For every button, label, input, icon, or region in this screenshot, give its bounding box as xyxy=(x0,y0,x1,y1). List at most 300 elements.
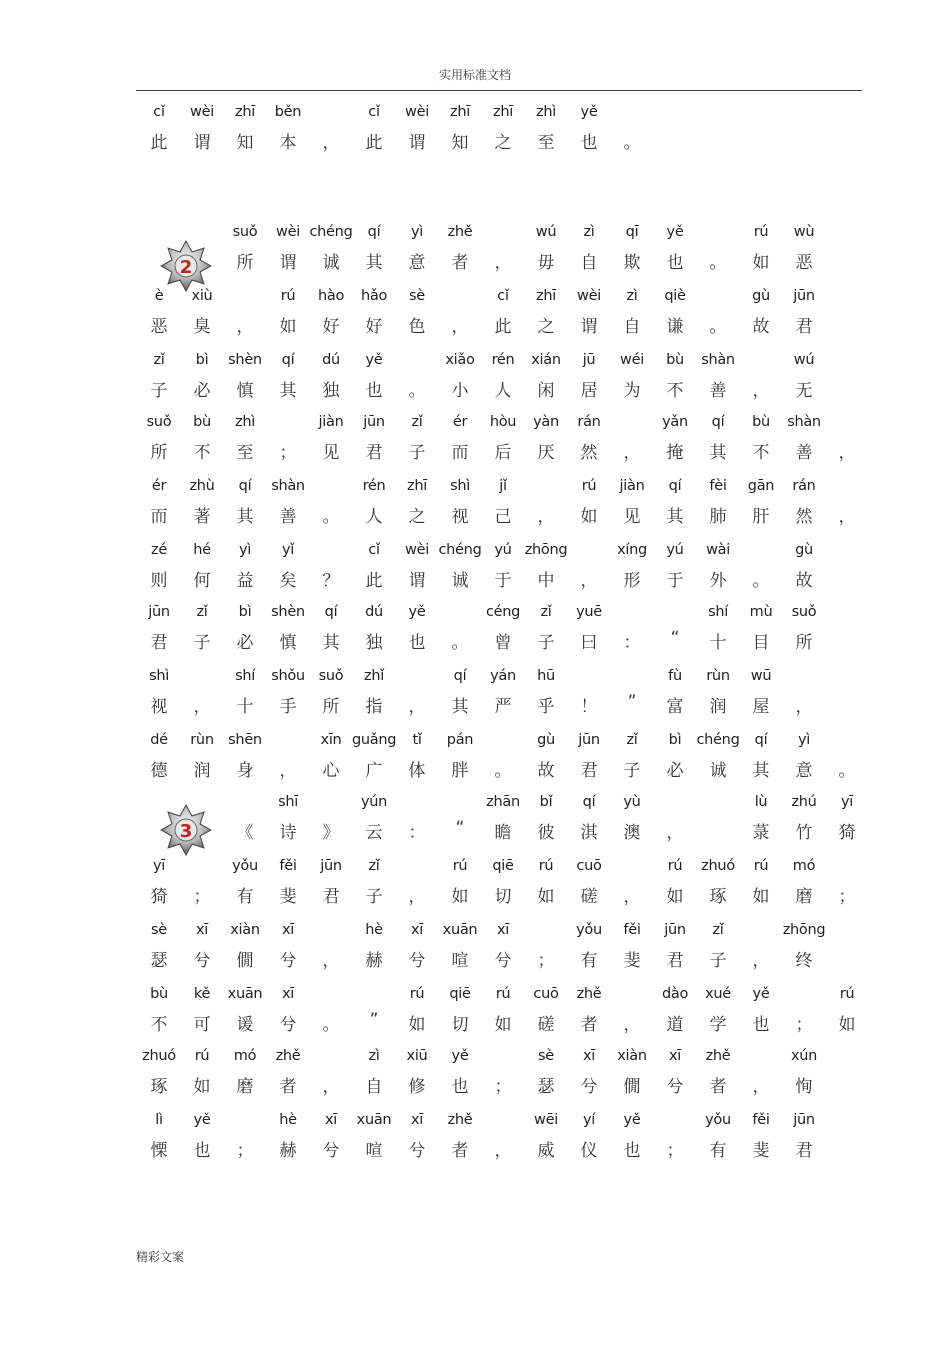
hanzi-character: ， xyxy=(623,1015,641,1035)
hanzi-character: 。 xyxy=(408,381,426,401)
pinyin-syllable: rú xyxy=(452,858,468,874)
hanzi-character: 德 xyxy=(150,761,168,781)
hanzi-character: 胖 xyxy=(451,761,469,781)
hanzi-character: 》 xyxy=(322,823,340,843)
hanzi-character: 知 xyxy=(451,133,469,153)
hanzi-character: 者 xyxy=(709,1077,727,1097)
hanzi-character: 也 xyxy=(365,381,383,401)
pinyin-syllable: shì xyxy=(450,478,470,494)
hanzi-character: 慎 xyxy=(279,633,297,653)
hanzi-character: 。 xyxy=(494,761,512,781)
pinyin-syllable: hào xyxy=(317,288,345,304)
hanzi-character: 菉 xyxy=(752,823,770,843)
hanzi-character: 故 xyxy=(795,571,813,591)
pinyin-syllable: yǒu xyxy=(705,1112,731,1128)
pinyin-syllable: xī xyxy=(195,922,208,938)
hanzi-character: 如 xyxy=(408,1015,426,1035)
pinyin-syllable: yě xyxy=(752,986,770,1002)
pinyin-syllable: xiù xyxy=(191,288,213,304)
hanzi-character: 彼 xyxy=(537,823,555,843)
hanzi-character: 自 xyxy=(580,253,598,273)
hanzi-character: 兮 xyxy=(494,951,512,971)
pinyin-syllable: cuō xyxy=(533,986,559,1002)
hanzi-character: 如 xyxy=(537,887,555,907)
pinyin-syllable: yǎn xyxy=(662,414,688,430)
hanzi-character: 。 xyxy=(838,761,856,781)
pinyin-syllable: zhuó xyxy=(142,1048,176,1064)
hanzi-character: 臭 xyxy=(193,317,211,337)
pinyin-syllable: rú xyxy=(753,858,769,874)
pinyin-syllable: qī xyxy=(625,224,639,240)
hanzi-character: 如 xyxy=(494,1015,512,1035)
hanzi-character: 体 xyxy=(408,761,426,781)
hanzi-character: 君 xyxy=(795,1141,813,1161)
pinyin-syllable: zhě xyxy=(447,224,473,240)
pinyin-syllable: gù xyxy=(537,732,555,748)
hanzi-character: 者 xyxy=(451,253,469,273)
pinyin-syllable: sè xyxy=(409,288,425,304)
hanzi-character: 子 xyxy=(365,887,383,907)
badge-number: 3 xyxy=(179,821,193,842)
hanzi-character: ， xyxy=(666,823,684,843)
hanzi-character: ， xyxy=(408,887,426,907)
pinyin-syllable: xiàn xyxy=(230,922,260,938)
hanzi-character: 兮 xyxy=(408,1141,426,1161)
hanzi-character: ， xyxy=(752,1077,770,1097)
pinyin-syllable: shèn xyxy=(271,604,305,620)
hanzi-character: 。 xyxy=(322,507,340,527)
pinyin-syllable: xī xyxy=(668,1048,681,1064)
pinyin-syllable: guǎng xyxy=(352,732,397,748)
pinyin-syllable: shí xyxy=(708,604,728,620)
badge-number: 2 xyxy=(179,257,193,278)
pinyin-syllable: sè xyxy=(151,922,167,938)
hanzi-character: 此 xyxy=(494,317,512,337)
hanzi-character: 必 xyxy=(666,761,684,781)
hanzi-character: 其 xyxy=(752,761,770,781)
hanzi-character: 意 xyxy=(408,253,426,273)
hanzi-character: 磋 xyxy=(537,1015,555,1035)
page-footer: 精彩文案 xyxy=(136,1250,185,1264)
pinyin-syllable: fěi xyxy=(752,1112,770,1128)
hanzi-character: 其 xyxy=(451,697,469,717)
text-line xyxy=(0,352,950,404)
hanzi-character: 其 xyxy=(279,381,297,401)
text-line xyxy=(0,414,950,466)
hanzi-character: 掩 xyxy=(666,443,684,463)
text-line xyxy=(0,224,950,276)
hanzi-character: ， xyxy=(451,317,469,337)
hanzi-character: ； xyxy=(537,951,555,971)
hanzi-character: 。 xyxy=(322,1015,340,1035)
hanzi-character: ” xyxy=(627,692,637,712)
hanzi-character: ， xyxy=(494,1141,512,1161)
hanzi-character: 诚 xyxy=(322,253,340,273)
header-rule xyxy=(136,90,862,91)
hanzi-character: ， xyxy=(838,443,856,463)
pinyin-syllable: rú xyxy=(495,986,511,1002)
pinyin-syllable: zhù xyxy=(189,478,215,494)
hanzi-character: 威 xyxy=(537,1141,555,1161)
pinyin-syllable: jǐ xyxy=(499,478,507,494)
hanzi-character: 瑟 xyxy=(150,951,168,971)
pinyin-syllable: rú xyxy=(667,858,683,874)
pinyin-syllable: yí xyxy=(582,1112,595,1128)
pinyin-syllable: bì xyxy=(195,352,209,368)
pinyin-syllable: qí xyxy=(582,794,596,810)
hanzi-character: 斐 xyxy=(752,1141,770,1161)
pinyin-syllable: qí xyxy=(711,414,725,430)
hanzi-character: ！ xyxy=(580,697,598,717)
hanzi-character: 子 xyxy=(150,381,168,401)
pinyin-syllable: yě xyxy=(666,224,684,240)
pinyin-syllable: qí xyxy=(281,352,295,368)
hanzi-character: 可 xyxy=(193,1015,211,1035)
pinyin-syllable: xún xyxy=(790,1048,818,1064)
pinyin-syllable: yě xyxy=(408,604,426,620)
pinyin-syllable: yuē xyxy=(576,604,602,620)
hanzi-character: ， xyxy=(322,951,340,971)
hanzi-character: 善 xyxy=(709,381,727,401)
pinyin-syllable: zhě xyxy=(576,986,602,1002)
pinyin-syllable: yī xyxy=(152,858,165,874)
hanzi-character: ， xyxy=(752,381,770,401)
pinyin-syllable: shàn xyxy=(787,414,821,430)
hanzi-character: 者 xyxy=(451,1141,469,1161)
pinyin-syllable: qí xyxy=(453,668,467,684)
pinyin-syllable: zǐ xyxy=(626,732,638,748)
pinyin-syllable: jūn xyxy=(320,858,342,874)
hanzi-character: 琢 xyxy=(150,1077,168,1097)
hanzi-character: 子 xyxy=(537,633,555,653)
hanzi-character: 切 xyxy=(451,1015,469,1035)
hanzi-character: 仪 xyxy=(580,1141,598,1161)
hanzi-character: 好 xyxy=(365,317,383,337)
pinyin-syllable: yǒu xyxy=(576,922,602,938)
pinyin-syllable: chéng xyxy=(696,732,740,748)
hanzi-character: 居 xyxy=(580,381,598,401)
hanzi-character: 。 xyxy=(623,133,641,153)
pinyin-syllable: zì xyxy=(583,224,595,240)
hanzi-character: ， xyxy=(322,1077,340,1097)
hanzi-character: 者 xyxy=(580,1015,598,1035)
pinyin-syllable: xián xyxy=(531,352,561,368)
hanzi-character: 如 xyxy=(752,887,770,907)
pinyin-syllable: shí xyxy=(235,668,255,684)
hanzi-character: 谖 xyxy=(236,1015,254,1035)
pinyin-syllable: jiàn xyxy=(619,478,645,494)
pinyin-syllable: fèi xyxy=(709,478,727,494)
pinyin-syllable: zhuó xyxy=(701,858,735,874)
hanzi-character: 手 xyxy=(279,697,297,717)
hanzi-character: 君 xyxy=(666,951,684,971)
hanzi-character: 严 xyxy=(494,697,512,717)
hanzi-character: 不 xyxy=(752,443,770,463)
hanzi-character: ； xyxy=(494,1077,512,1097)
hanzi-character: 切 xyxy=(494,887,512,907)
pinyin-syllable: yì xyxy=(797,732,810,748)
hanzi-character: 其 xyxy=(322,633,340,653)
hanzi-character: 目 xyxy=(752,633,770,653)
hanzi-character: 如 xyxy=(838,1015,856,1035)
pinyin-syllable: hè xyxy=(279,1112,297,1128)
hanzi-character: ； xyxy=(193,887,211,907)
pinyin-syllable: rán xyxy=(792,478,816,494)
pinyin-syllable: mù xyxy=(749,604,773,620)
pinyin-syllable: zhī xyxy=(450,104,470,120)
hanzi-character: 子 xyxy=(408,443,426,463)
hanzi-character: 。 xyxy=(451,633,469,653)
hanzi-character: ， xyxy=(279,761,297,781)
hanzi-character: 有 xyxy=(709,1141,727,1161)
pinyin-syllable: yì xyxy=(238,542,251,558)
hanzi-character: 小 xyxy=(451,381,469,401)
hanzi-character: 磨 xyxy=(236,1077,254,1097)
hanzi-character: 至 xyxy=(236,443,254,463)
pinyin-syllable: jūn xyxy=(363,414,385,430)
pinyin-syllable: qiè xyxy=(664,288,686,304)
hanzi-character: 所 xyxy=(150,443,168,463)
hanzi-character: 独 xyxy=(365,633,383,653)
pinyin-syllable: xī xyxy=(281,922,294,938)
pinyin-syllable: rùn xyxy=(706,668,730,684)
hanzi-character: 无 xyxy=(795,381,813,401)
hanzi-character: 而 xyxy=(150,507,168,527)
hanzi-character: 君 xyxy=(580,761,598,781)
hanzi-character: 也 xyxy=(408,633,426,653)
hanzi-character: 独 xyxy=(322,381,340,401)
pinyin-syllable: yǐ xyxy=(281,542,294,558)
pinyin-syllable: zhī xyxy=(493,104,513,120)
hanzi-character: 自 xyxy=(365,1077,383,1097)
hanzi-character: 兮 xyxy=(322,1141,340,1161)
pinyin-syllable: rú xyxy=(538,858,554,874)
hanzi-character: 闲 xyxy=(537,381,555,401)
hanzi-character: ： xyxy=(408,823,426,843)
hanzi-character: 己 xyxy=(494,507,512,527)
hanzi-character: 故 xyxy=(537,761,555,781)
hanzi-character: 人 xyxy=(494,381,512,401)
pinyin-syllable: wū xyxy=(750,668,772,684)
hanzi-character: 益 xyxy=(236,571,254,591)
hanzi-character: 矣 xyxy=(279,571,297,591)
pinyin-syllable: shì xyxy=(149,668,169,684)
pinyin-syllable: bì xyxy=(668,732,682,748)
pinyin-syllable: dào xyxy=(661,986,689,1002)
hanzi-character: 也 xyxy=(666,253,684,273)
hanzi-character: 诚 xyxy=(709,761,727,781)
pinyin-syllable: yě xyxy=(451,1048,469,1064)
pinyin-syllable: hǎo xyxy=(360,288,388,304)
pinyin-syllable: yàn xyxy=(533,414,559,430)
hanzi-character: 如 xyxy=(752,253,770,273)
hanzi-character: ， xyxy=(580,571,598,591)
pinyin-syllable: pán xyxy=(446,732,474,748)
hanzi-character: 著 xyxy=(193,507,211,527)
text-line xyxy=(0,668,950,720)
hanzi-character: ， xyxy=(838,507,856,527)
pinyin-syllable: jūn xyxy=(148,604,170,620)
hanzi-character: 道 xyxy=(666,1015,684,1035)
hanzi-character: 如 xyxy=(580,507,598,527)
hanzi-character: 也 xyxy=(451,1077,469,1097)
pinyin-syllable: wài xyxy=(706,542,730,558)
text-line xyxy=(0,922,950,974)
pinyin-syllable: hòu xyxy=(489,414,517,430)
hanzi-character: 澳 xyxy=(623,823,641,843)
hanzi-character: 君 xyxy=(795,317,813,337)
hanzi-character: 也 xyxy=(580,133,598,153)
hanzi-character: ； xyxy=(279,443,297,463)
hanzi-character: 如 xyxy=(451,887,469,907)
pinyin-syllable: xíng xyxy=(617,542,647,558)
pinyin-syllable: è xyxy=(154,288,164,304)
pinyin-syllable: qí xyxy=(668,478,682,494)
pinyin-syllable: zhōng xyxy=(782,922,826,938)
pinyin-syllable: xīn xyxy=(320,732,342,748)
text-line xyxy=(0,542,950,594)
hanzi-character: 然 xyxy=(580,443,598,463)
hanzi-character: ； xyxy=(666,1141,684,1161)
pinyin-syllable: bǐ xyxy=(539,794,553,810)
hanzi-character: ： xyxy=(623,633,641,653)
hanzi-character: 终 xyxy=(795,951,813,971)
pinyin-syllable: zhǐ xyxy=(364,668,384,684)
pinyin-syllable: zǐ xyxy=(368,858,380,874)
pinyin-syllable: rú xyxy=(581,478,597,494)
hanzi-character: 见 xyxy=(322,443,340,463)
hanzi-character: 慄 xyxy=(150,1141,168,1161)
hanzi-character: 云 xyxy=(365,823,383,843)
hanzi-character: 兮 xyxy=(408,951,426,971)
pinyin-syllable: zhī xyxy=(235,104,255,120)
hanzi-character: 其 xyxy=(709,443,727,463)
hanzi-character: 修 xyxy=(408,1077,426,1097)
pinyin-syllable: rùn xyxy=(190,732,214,748)
hanzi-character: ， xyxy=(322,133,340,153)
hanzi-character: 谓 xyxy=(279,253,297,273)
hanzi-character: ； xyxy=(795,1015,813,1035)
pinyin-syllable: tǐ xyxy=(412,732,422,748)
hanzi-character: 磨 xyxy=(795,887,813,907)
pinyin-syllable: rén xyxy=(362,478,386,494)
hanzi-character: 所 xyxy=(322,697,340,717)
pinyin-syllable: suǒ xyxy=(146,414,172,430)
pinyin-syllable: yě xyxy=(193,1112,211,1128)
pinyin-syllable: zì xyxy=(368,1048,380,1064)
hanzi-character: 恶 xyxy=(795,253,813,273)
pinyin-syllable: zhì xyxy=(536,104,556,120)
pinyin-syllable: zhī xyxy=(407,478,427,494)
pinyin-syllable: wēi xyxy=(534,1112,558,1128)
pinyin-syllable: suǒ xyxy=(791,604,817,620)
hanzi-character: 所 xyxy=(236,253,254,273)
hanzi-character: 谦 xyxy=(666,317,684,337)
pinyin-syllable: xué xyxy=(705,986,731,1002)
pinyin-syllable: sè xyxy=(538,1048,554,1064)
pinyin-syllable: yù xyxy=(623,794,641,810)
pinyin-syllable: ér xyxy=(151,478,167,494)
text-line xyxy=(0,478,950,530)
pinyin-syllable: dú xyxy=(322,352,340,368)
pinyin-syllable: qí xyxy=(324,604,338,620)
hanzi-character: 僩 xyxy=(236,951,254,971)
pinyin-syllable: cǐ xyxy=(497,288,509,304)
hanzi-character: 形 xyxy=(623,571,641,591)
hanzi-character: 十 xyxy=(709,633,727,653)
hanzi-character: 润 xyxy=(193,761,211,781)
pinyin-syllable: jūn xyxy=(664,922,686,938)
hanzi-character: 不 xyxy=(193,443,211,463)
hanzi-character: ， xyxy=(623,443,641,463)
hanzi-character: 此 xyxy=(365,571,383,591)
hanzi-character: 色 xyxy=(408,317,426,337)
pinyin-syllable: shàn xyxy=(701,352,735,368)
hanzi-character: 赫 xyxy=(365,951,383,971)
hanzi-character: 谓 xyxy=(408,571,426,591)
hanzi-character: 瞻 xyxy=(494,823,512,843)
hanzi-character: 斐 xyxy=(279,887,297,907)
pinyin-syllable: hū xyxy=(537,668,555,684)
hanzi-character: 。 xyxy=(709,253,727,273)
hanzi-character: ； xyxy=(236,1141,254,1161)
hanzi-character: 视 xyxy=(150,697,168,717)
pinyin-syllable: yì xyxy=(410,224,423,240)
hanzi-character: 竹 xyxy=(795,823,813,843)
pinyin-syllable: wú xyxy=(535,224,557,240)
hanzi-character: 有 xyxy=(236,887,254,907)
hanzi-character: 指 xyxy=(365,697,383,717)
hanzi-character: 兮 xyxy=(279,951,297,971)
pinyin-syllable: wú xyxy=(793,352,815,368)
hanzi-character: 诗 xyxy=(279,823,297,843)
pinyin-syllable: wèi xyxy=(276,224,300,240)
pinyin-syllable: zhān xyxy=(486,794,520,810)
pinyin-syllable: lù xyxy=(754,794,768,810)
pinyin-syllable: rú xyxy=(194,1048,210,1064)
hanzi-character: 视 xyxy=(451,507,469,527)
hanzi-character: 富 xyxy=(666,697,684,717)
hanzi-character: 也 xyxy=(193,1141,211,1161)
hanzi-character: “ xyxy=(670,628,680,648)
hanzi-character: 肝 xyxy=(752,507,770,527)
pinyin-syllable: shèn xyxy=(228,352,262,368)
pinyin-syllable: kě xyxy=(193,986,211,1002)
pinyin-syllable: jūn xyxy=(578,732,600,748)
hanzi-character: 然 xyxy=(795,507,813,527)
hanzi-character: 僩 xyxy=(623,1077,641,1097)
hanzi-character: 心 xyxy=(322,761,340,781)
hanzi-character: 如 xyxy=(666,887,684,907)
hanzi-character: 谓 xyxy=(193,133,211,153)
text-line xyxy=(0,604,950,656)
pinyin-syllable: yú xyxy=(494,542,512,558)
pinyin-syllable: yú xyxy=(666,542,684,558)
pinyin-syllable: chéng xyxy=(309,224,353,240)
pinyin-syllable: wèi xyxy=(190,104,214,120)
pinyin-syllable: bù xyxy=(193,414,211,430)
hanzi-character: 何 xyxy=(193,571,211,591)
pinyin-syllable: zǐ xyxy=(196,604,208,620)
pinyin-syllable: suǒ xyxy=(232,224,258,240)
pinyin-syllable: shēn xyxy=(228,732,262,748)
hanzi-character: 兮 xyxy=(580,1077,598,1097)
pinyin-syllable: gù xyxy=(795,542,813,558)
hanzi-character: 淇 xyxy=(580,823,598,843)
pinyin-syllable: fù xyxy=(668,668,682,684)
hanzi-character: 毋 xyxy=(537,253,555,273)
pinyin-syllable: qí xyxy=(754,732,768,748)
